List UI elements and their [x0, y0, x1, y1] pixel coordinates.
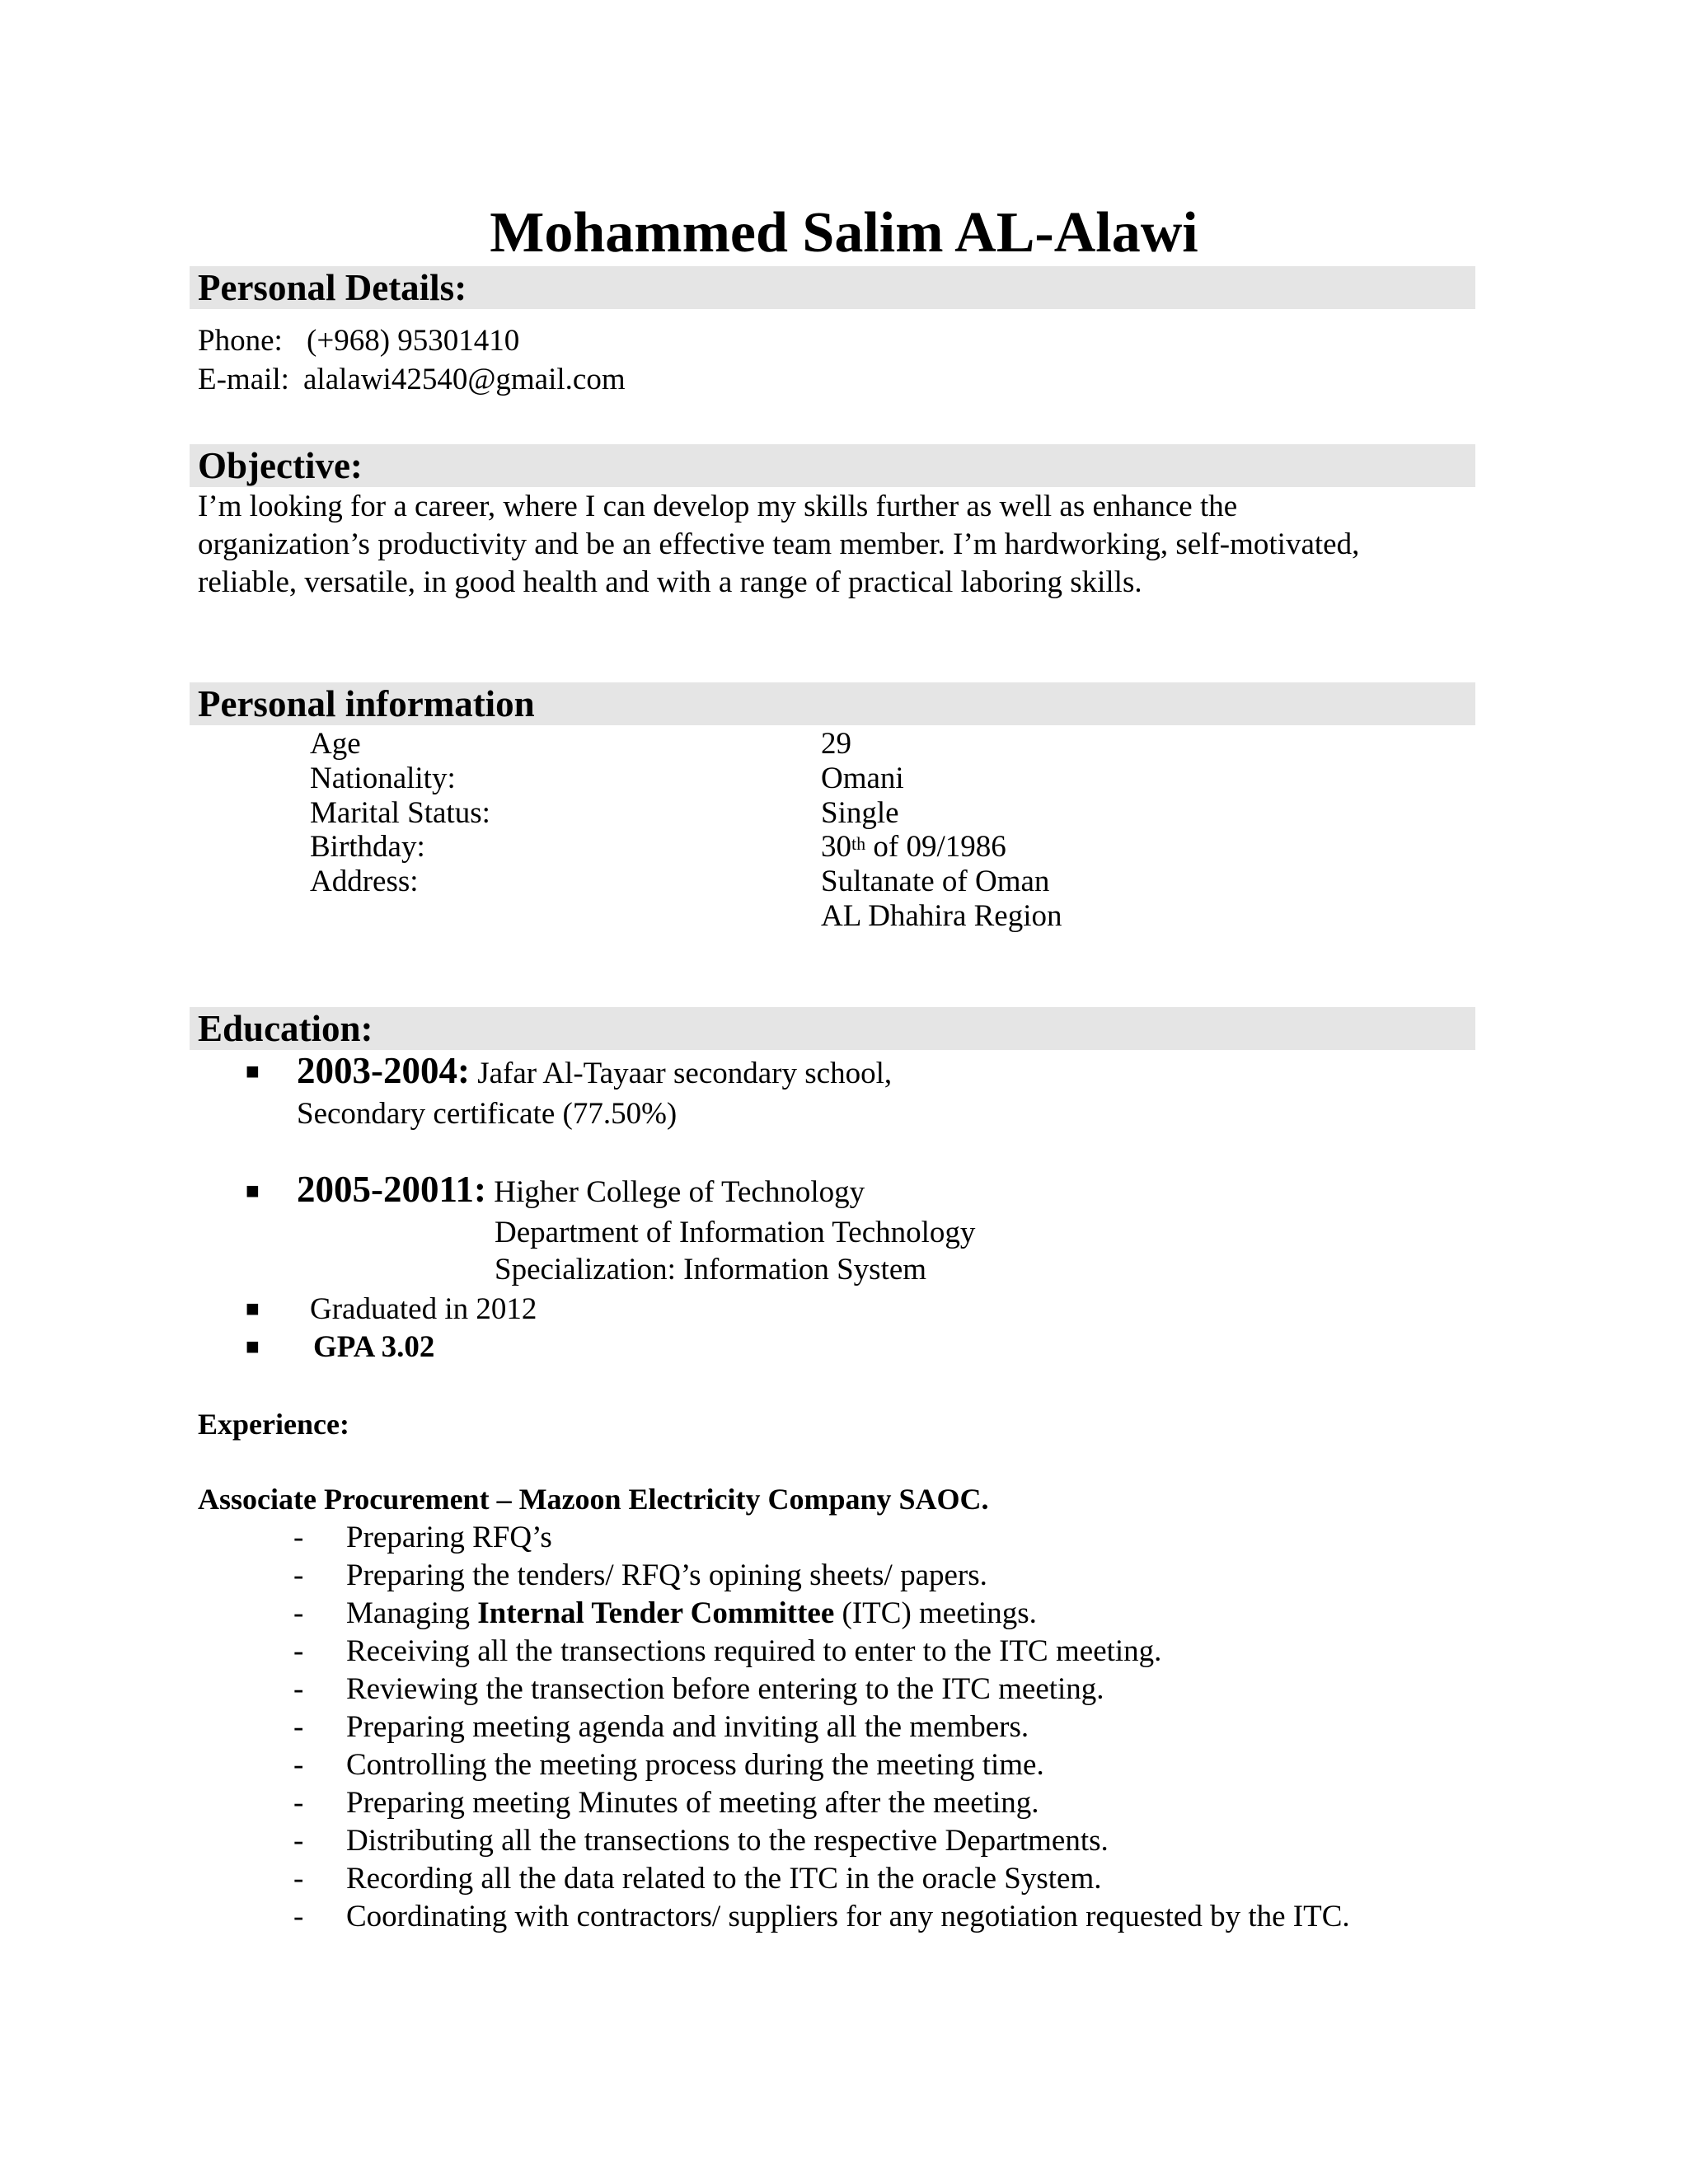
education-certificate: Secondary certificate (77.50%) [297, 1097, 678, 1131]
marital-status-label: Marital Status: [310, 796, 490, 830]
dash-bullet: - [293, 1824, 304, 1858]
duty-text: (ITC) meetings. [834, 1596, 1037, 1630]
duty-item: Preparing meeting Minutes of meeting after the meeting. [346, 1786, 1039, 1820]
address-line-1: Sultanate of Oman [821, 865, 1050, 898]
duty-bold-text: Internal Tender Committee [477, 1596, 835, 1630]
phone-value: (+968) 95301410 [307, 324, 520, 358]
duty-text: Managing [346, 1596, 478, 1630]
candidate-name: Mohammed Salim AL-Alawi [490, 201, 1198, 265]
section-heading-education: Education: [190, 1007, 1475, 1050]
duty-item: Recording all the data related to the ITC in the oracle System. [346, 1862, 1102, 1896]
bullet-icon: ■ [246, 1179, 260, 1204]
education-entry-2 [297, 1170, 865, 1212]
education-years: 2003-2004: [297, 1050, 470, 1091]
dash-bullet: - [293, 1558, 304, 1592]
birthday-label: Birthday: [310, 830, 425, 864]
phone-label: Phone: [198, 324, 283, 358]
education-years: 2005-20011: [297, 1169, 486, 1210]
education-department: Department of Information Technology [495, 1216, 976, 1249]
objective-line: reliable, versatile, in good health and with a range of practical laboring skills. [198, 565, 1142, 599]
bullet-icon: ■ [246, 1059, 260, 1085]
objective-line: organization’s productivity and be an effective team member. I’m hardworking, self-motivated, [198, 527, 1360, 561]
education-school: Higher College of Technology [486, 1175, 865, 1209]
education-entry-1 [297, 1052, 892, 1093]
gpa: GPA 3.02 [313, 1330, 435, 1364]
duty-item: Distributing all the transections to the respective Departments. [346, 1824, 1109, 1858]
dash-bullet: - [293, 1862, 304, 1896]
dash-bullet: - [293, 1596, 304, 1630]
duty-item: Preparing RFQ’s [346, 1521, 552, 1554]
birthday-day: 30 [821, 830, 851, 864]
dash-bullet: - [293, 1900, 304, 1933]
address-label: Address: [310, 865, 419, 898]
birthday-value [821, 828, 1006, 866]
duty-item: Preparing the tenders/ RFQ’s opining sheets/ papers. [346, 1558, 987, 1592]
job-title: Associate Procurement – Mazoon Electricity Company SAOC. [198, 1483, 989, 1516]
age-value: 29 [821, 727, 851, 761]
dash-bullet: - [293, 1786, 304, 1820]
email-value: alalawi42540@gmail.com [303, 363, 626, 396]
dash-bullet: - [293, 1710, 304, 1744]
section-heading-personal-information: Personal information [190, 682, 1475, 725]
duty-item: Coordinating with contractors/ suppliers for any negotiation requested by the ITC. [346, 1900, 1350, 1933]
bullet-icon: ■ [246, 1334, 260, 1360]
duty-item: Receiving all the transections required to enter to the ITC meeting. [346, 1634, 1162, 1668]
section-heading-personal-details: Personal Details: [190, 266, 1475, 309]
duty-item: Controlling the meeting process during the meeting time. [346, 1748, 1044, 1782]
duty-item: Reviewing the transection before entering to the ITC meeting. [346, 1672, 1104, 1706]
education-school: Jafar Al-Tayaar secondary school, [469, 1057, 893, 1090]
education-specialization: Specialization: Information System [495, 1253, 927, 1286]
dash-bullet: - [293, 1634, 304, 1668]
objective-line: I’m looking for a career, where I can develop my skills further as well as enhance the [198, 490, 1238, 523]
dash-bullet: - [293, 1748, 304, 1782]
nationality-value: Omani [821, 762, 904, 795]
duty-item: Preparing meeting agenda and inviting all the members. [346, 1710, 1029, 1744]
dash-bullet: - [293, 1672, 304, 1706]
dash-bullet: - [293, 1521, 304, 1554]
bullet-icon: ■ [246, 1296, 260, 1322]
birthday-suffix: th [851, 833, 866, 854]
email-label: E-mail: [198, 363, 289, 396]
duty-item [346, 1595, 1037, 1633]
birthday-rest: of 09/1986 [865, 830, 1006, 864]
marital-status-value: Single [821, 796, 899, 830]
section-heading-experience: Experience: [198, 1408, 349, 1441]
age-label: Age [310, 727, 361, 761]
nationality-label: Nationality: [310, 762, 456, 795]
graduation-year: Graduated in 2012 [310, 1292, 537, 1326]
address-line-2: AL Dhahira Region [821, 899, 1062, 933]
section-heading-objective: Objective: [190, 444, 1475, 487]
